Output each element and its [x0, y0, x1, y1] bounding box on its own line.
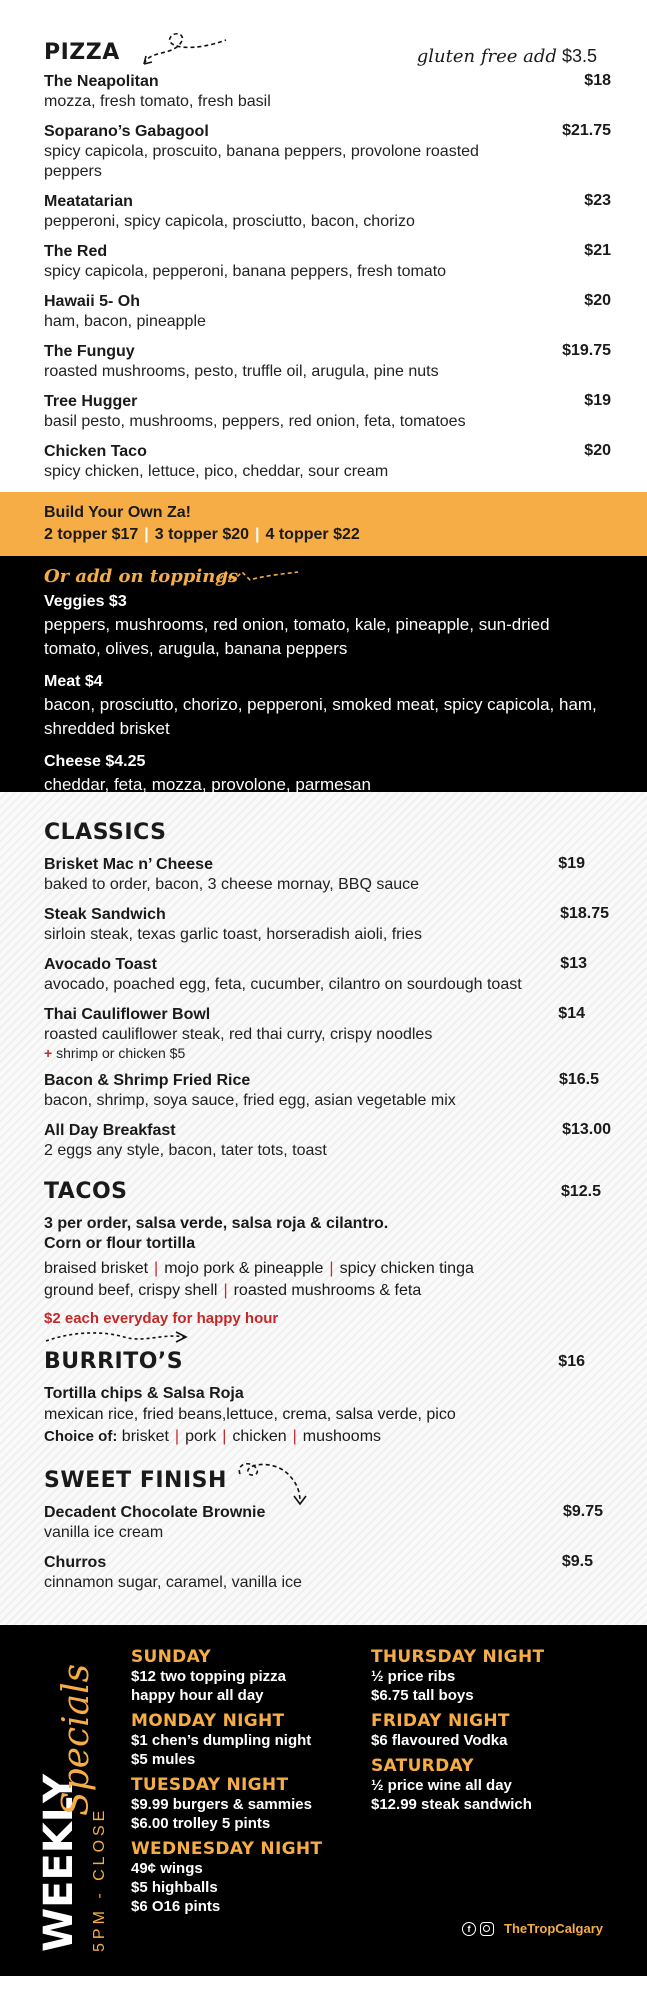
special-line: $6.00 trolley 5 pints — [131, 1815, 271, 1832]
tacos-price: $12.5 — [560, 1183, 601, 1200]
dashed-arrow-doodle-icon — [236, 1460, 316, 1506]
burrito-choice: brisket — [121, 1428, 169, 1445]
weekly-vertical-hours: 5PM - CLOSE — [91, 1806, 108, 1952]
pizza-header — [0, 40, 647, 72]
menu-item — [0, 905, 647, 945]
divider: | — [223, 1282, 228, 1299]
byo-title: Build Your Own Za! — [44, 504, 191, 521]
topping-group-title: Cheese $4.25 — [44, 753, 146, 770]
pizza-title: PIZZA — [44, 40, 120, 65]
special-day-title: WEDNESDAY NIGHT — [131, 1839, 323, 1859]
menu-item — [0, 1005, 647, 1061]
special-line: $12.99 steak sandwich — [371, 1796, 532, 1813]
item-desc: vanilla ice cream — [44, 1524, 164, 1541]
special-day-title: THURSDAY NIGHT — [371, 1647, 545, 1667]
byo-option: 2 topper $17 — [44, 526, 139, 543]
gluten-free-price: $3.5 — [561, 46, 597, 66]
burrito-choice: chicken — [232, 1428, 287, 1445]
item-name: Avocado Toast — [44, 956, 157, 973]
toppings-section — [0, 556, 647, 792]
item-price: $16.5 — [558, 1071, 599, 1088]
item-desc: sirloin steak, texas garlic toast, horseradish aioli, fries — [44, 926, 422, 943]
special-day-title: TUESDAY NIGHT — [131, 1775, 289, 1795]
special-day — [131, 1711, 322, 1769]
item-price: $19 — [558, 855, 585, 872]
topping-group-title: Veggies $3 — [44, 593, 127, 610]
menu-item — [0, 242, 647, 282]
taco-filling: mojo pork & pineapple — [164, 1260, 324, 1277]
special-line: 49¢ wings — [131, 1860, 203, 1877]
tacos-sub-1: 3 per order, salsa verde, salsa roja & cilantro. — [44, 1215, 389, 1232]
pizza-list — [0, 72, 647, 482]
item-price: $19.75 — [562, 342, 611, 359]
social-links — [462, 1921, 603, 1936]
menu-item — [0, 122, 647, 182]
item-name: All Day Breakfast — [44, 1122, 176, 1139]
menu-item — [0, 1121, 647, 1161]
item-name: Brisket Mac n’ Cheese — [44, 856, 213, 873]
item-addon-note — [44, 1045, 603, 1061]
byo-option: 4 topper $22 — [265, 526, 360, 543]
menu-item — [0, 192, 647, 232]
item-name: Hawaii 5- Oh — [44, 293, 141, 310]
dashed-arrow-doodle-icon — [140, 30, 230, 70]
lower-menu — [0, 792, 647, 1625]
specials-right-column — [371, 1647, 544, 1820]
item-price: $20 — [584, 442, 611, 459]
item-desc: mozza, fresh tomato, fresh basil — [44, 93, 271, 110]
item-desc: spicy capicola, pepperoni, banana peppers, fresh tomato — [44, 263, 447, 280]
item-price: $14 — [558, 1005, 585, 1022]
item-desc: avocado, poached egg, feta, cucumber, cilantro on sourdough toast — [44, 976, 522, 993]
pizza-section — [0, 0, 647, 482]
gluten-free-note — [417, 46, 597, 67]
item-name: Bacon & Shrimp Fried Rice — [44, 1072, 251, 1089]
item-desc: spicy chicken, lettuce, pico, cheddar, sour cream — [44, 463, 389, 480]
topping-group — [44, 751, 603, 797]
menu-item — [0, 1553, 647, 1593]
item-desc: roasted mushrooms, pesto, truffle oil, arugula, pine nuts — [44, 363, 439, 380]
plus-icon: + — [44, 1045, 53, 1061]
item-desc: baked to order, bacon, 3 cheese mornay, BBQ sauce — [44, 876, 420, 893]
menu-item — [0, 342, 647, 382]
divider: | — [255, 526, 260, 543]
special-line: $6.75 tall boys — [371, 1687, 474, 1704]
divider: | — [292, 1428, 297, 1445]
dashed-arrow-doodle-icon — [212, 566, 302, 590]
menu-item — [0, 955, 647, 995]
special-line: $9.99 burgers & sammies — [131, 1796, 312, 1813]
special-line: $1 chen’s dumpling night — [131, 1732, 312, 1749]
item-price: $23 — [584, 192, 611, 209]
menu-item — [0, 392, 647, 432]
special-line: ½ price ribs — [371, 1668, 456, 1685]
item-name: Soparano’s Gabagool — [44, 123, 209, 140]
item-desc: spicy capicola, proscuito, banana peppers, provolone roasted peppers — [44, 143, 479, 180]
item-desc: ham, bacon, pineapple — [44, 313, 206, 330]
burrito-choice: mushooms — [302, 1428, 382, 1445]
special-line: $6 flavoured Vodka — [371, 1732, 508, 1749]
taco-filling: braised brisket — [44, 1260, 149, 1277]
item-name: Thai Cauliflower Bowl — [44, 1006, 211, 1023]
special-line: $12 two topping pizza — [131, 1668, 287, 1685]
sweet-header — [0, 1468, 647, 1493]
byo-options — [44, 526, 603, 544]
weekly-vertical-script: Specials — [56, 1663, 97, 1816]
classics-header — [0, 820, 647, 845]
item-name: Steak Sandwich — [44, 906, 166, 923]
happy-hour-note: $2 each everyday for happy hour — [44, 1310, 279, 1327]
menu-item — [0, 72, 647, 112]
weekly-specials-vertical-title — [28, 1656, 118, 1956]
item-price: $21 — [584, 242, 611, 259]
item-name: Meatatarian — [44, 193, 133, 210]
item-desc: pepperoni, spicy capicola, prosciutto, bacon, chorizo — [44, 213, 415, 230]
special-day — [131, 1839, 322, 1916]
burritos-price: $16 — [558, 1353, 585, 1370]
social-handle[interactable]: TheTropCalgary — [504, 1921, 603, 1936]
instagram-icon[interactable] — [480, 1922, 494, 1936]
taco-filling: ground beef, crispy shell — [44, 1282, 218, 1299]
classics-title: CLASSICS — [44, 820, 167, 845]
item-price: $18 — [584, 72, 611, 89]
item-desc: 2 eggs any style, bacon, tater tots, toast — [44, 1142, 327, 1159]
special-line: $5 highballs — [131, 1879, 218, 1896]
item-name: Churros — [44, 1554, 107, 1571]
special-line: ½ price wine all day — [371, 1777, 512, 1794]
menu-item — [0, 1071, 647, 1111]
menu-item — [0, 292, 647, 332]
item-price: $21.75 — [562, 122, 611, 139]
choice-label: Choice of: — [44, 1428, 118, 1445]
menu-item — [0, 855, 647, 895]
weekly-vertical-title: WEEKLY — [36, 1774, 82, 1952]
burrito-choice: pork — [185, 1428, 217, 1445]
facebook-icon[interactable]: f — [462, 1922, 476, 1936]
burritos-sub: Tortilla chips & Salsa Roja — [44, 1385, 244, 1402]
item-desc: basil pesto, mushrooms, peppers, red onion, feta, tomatoes — [44, 413, 466, 430]
topping-group — [44, 671, 603, 741]
item-name: Decadent Chocolate Brownie — [44, 1504, 266, 1521]
burritos-desc: mexican rice, fried beans,lettuce, crema, salsa verde, pico — [44, 1406, 456, 1423]
item-price: $19 — [584, 392, 611, 409]
item-name: The Red — [44, 243, 108, 260]
item-price: $20 — [584, 292, 611, 309]
tacos-title: TACOS — [44, 1179, 128, 1204]
burritos-header — [0, 1349, 647, 1374]
special-day-title: SATURDAY — [371, 1756, 474, 1776]
menu-item — [0, 442, 647, 482]
item-price: $9.75 — [562, 1503, 603, 1520]
byo-option: 3 topper $20 — [154, 526, 250, 543]
item-desc: roasted cauliflower steak, red thai curry, crispy noodles — [44, 1026, 433, 1043]
special-line: $5 mules — [131, 1751, 196, 1768]
item-price: $18.75 — [560, 905, 609, 922]
divider: | — [174, 1428, 180, 1445]
divider: | — [329, 1260, 334, 1277]
special-day — [131, 1647, 322, 1705]
divider: | — [222, 1428, 227, 1445]
topping-group — [44, 591, 603, 661]
item-name: Tree Hugger — [44, 393, 138, 410]
dashed-arrow-doodle-icon — [44, 1327, 194, 1347]
addon-text: shrimp or chicken $5 — [56, 1045, 186, 1061]
tacos-header — [0, 1179, 647, 1204]
item-desc: cinnamon sugar, caramel, vanilla ice — [44, 1574, 302, 1591]
item-name: The Funguy — [44, 343, 135, 360]
item-price: $13 — [560, 955, 587, 972]
topping-group-title: Meat $4 — [44, 673, 103, 690]
special-line: $6 O16 pints — [131, 1898, 221, 1915]
tacos-fillings-row — [0, 1258, 647, 1280]
special-day-title: MONDAY NIGHT — [131, 1711, 285, 1731]
topping-group-desc: cheddar, feta, mozza, provolone, parmesan — [44, 775, 371, 794]
item-price: $9.5 — [561, 1553, 593, 1570]
menu-item — [0, 1503, 647, 1543]
item-name: The Neapolitan — [44, 73, 159, 90]
tacos-fillings-row — [0, 1280, 647, 1302]
sweet-title: SWEET FINISH — [44, 1468, 227, 1493]
burritos-choices — [0, 1426, 647, 1448]
gluten-free-label: gluten free add — [416, 46, 557, 67]
item-desc: bacon, shrimp, soya sauce, fried egg, asian vegetable mix — [44, 1092, 456, 1109]
divider: | — [154, 1260, 159, 1277]
special-day — [371, 1711, 544, 1750]
special-day-title: SUNDAY — [131, 1647, 212, 1667]
item-price: $13.00 — [562, 1121, 611, 1138]
special-line: happy hour all day — [131, 1687, 264, 1704]
special-day — [371, 1647, 544, 1705]
special-day — [131, 1775, 322, 1833]
topping-group-desc: bacon, prosciutto, chorizo, pepperoni, smoked meat, spicy capicola, ham, shredded brisket — [44, 695, 597, 738]
item-name: Chicken Taco — [44, 443, 147, 460]
burritos-title: BURRITO’S — [44, 1349, 184, 1374]
specials-left-column — [131, 1647, 322, 1922]
taco-filling: spicy chicken tinga — [339, 1260, 474, 1277]
topping-group-desc: peppers, mushrooms, red onion, tomato, kale, pineapple, sun-dried tomato, olives, arugula, banana peppers — [44, 615, 550, 658]
divider: | — [144, 526, 149, 543]
toppings-title: Or add on toppings — [44, 566, 239, 587]
taco-filling: roasted mushrooms & feta — [233, 1282, 422, 1299]
special-day — [371, 1756, 544, 1814]
special-day-title: FRIDAY NIGHT — [371, 1711, 510, 1731]
weekly-specials — [0, 1625, 647, 1976]
build-your-own-banner — [0, 492, 647, 556]
tacos-sub-2: Corn or flour tortilla — [44, 1235, 196, 1252]
